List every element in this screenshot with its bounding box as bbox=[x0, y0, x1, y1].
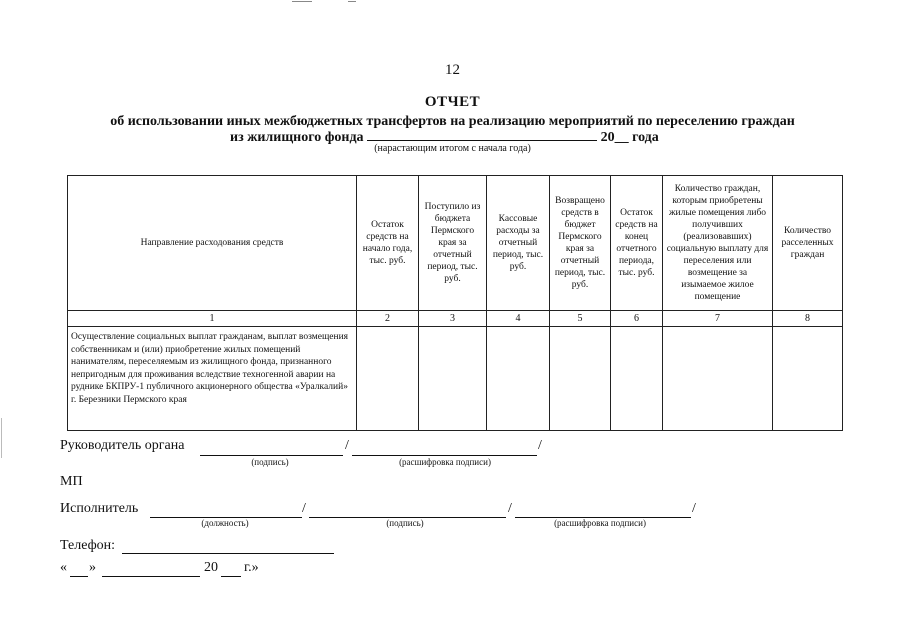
data-cell[interactable] bbox=[663, 327, 773, 431]
year-suffix: __ года bbox=[614, 130, 659, 145]
header-cell: Поступило из бюджета Пермского края за отчетный период, тыс. руб. bbox=[419, 176, 487, 311]
date-open-quote: « bbox=[60, 560, 67, 575]
separator-slash: / bbox=[692, 501, 696, 516]
stamp-label: МП bbox=[60, 474, 83, 489]
data-cell[interactable] bbox=[773, 327, 843, 431]
column-number: 2 bbox=[357, 311, 419, 327]
data-cell[interactable] bbox=[487, 327, 550, 431]
column-number: 8 bbox=[773, 311, 843, 327]
data-cell[interactable] bbox=[357, 327, 419, 431]
separator-slash: / bbox=[345, 438, 349, 453]
date-close-quote: » bbox=[89, 560, 96, 575]
header-cell: Количество расселенных граждан bbox=[773, 176, 843, 311]
data-cell[interactable] bbox=[419, 327, 487, 431]
signature-caption: (подпись) bbox=[251, 457, 289, 467]
table-row bbox=[68, 327, 843, 431]
data-cell[interactable] bbox=[550, 327, 611, 431]
column-number: 1 bbox=[68, 311, 357, 327]
subtitle-prefix: из жилищного фонда bbox=[230, 130, 364, 145]
position-caption: (должность) bbox=[201, 518, 249, 528]
page-number: 12 bbox=[445, 62, 460, 78]
header-cell: Остаток средств на конец отчетного периода, тыс. руб. bbox=[611, 176, 663, 311]
table-header-row bbox=[68, 176, 843, 311]
date-year-line[interactable] bbox=[221, 575, 241, 577]
date-day-line[interactable] bbox=[70, 575, 88, 577]
column-number: 5 bbox=[550, 311, 611, 327]
decode-caption: (расшифровка подписи) bbox=[554, 518, 646, 528]
top-edge-mark bbox=[292, 1, 312, 2]
column-number: 3 bbox=[419, 311, 487, 327]
left-edge-mark bbox=[1, 418, 2, 458]
data-cell[interactable] bbox=[611, 327, 663, 431]
header-cell: Остаток средств на начало года, тыс. руб. bbox=[357, 176, 419, 311]
fund-blank[interactable] bbox=[367, 128, 597, 141]
header-cell: Количество граждан, которым приобретены жилые помещения либо получивших (реализовавших) социальную выплату для переселения или возмещение за изымаемое жилое помещение bbox=[663, 176, 773, 311]
column-number: 4 bbox=[487, 311, 550, 327]
head-label: Руководитель органа bbox=[60, 438, 185, 453]
column-number-row bbox=[68, 311, 843, 327]
document-subtitle: об использовании иных межбюджетных трансфертов на реализацию мероприятий по переселению граждан bbox=[110, 114, 795, 129]
phone-line[interactable] bbox=[122, 552, 334, 554]
separator-slash: / bbox=[508, 501, 512, 516]
head-signature-line[interactable] bbox=[200, 454, 343, 456]
separator-slash: / bbox=[538, 438, 542, 453]
expense-direction-cell: Осуществление социальных выплат гражданам, выплат возмещения собственникам и (или) приобретение жилых помещений нанимателям, переселяемым из жилищного фонда, признанного непригодным для проживания вследствие техногенной аварии на руднике БКПРУ-1 публичного акционерного общества «Уралкалий» г. Березники Пермского края bbox=[68, 327, 357, 431]
date-year-suffix: г.» bbox=[244, 560, 259, 575]
report-table bbox=[67, 175, 843, 431]
period-note: (нарастающим итогом с начала года) bbox=[374, 143, 531, 154]
date-year-prefix: 20 bbox=[204, 560, 218, 575]
year-prefix: 20 bbox=[600, 130, 615, 145]
signature-caption: (подпись) bbox=[386, 518, 424, 528]
header-cell: Кассовые расходы за отчетный период, тыс. руб. bbox=[487, 176, 550, 311]
header-cell: Направление расходования средств bbox=[68, 176, 357, 311]
header-cell: Возвращено средств в бюджет Пермского края за отчетный период, тыс. руб. bbox=[550, 176, 611, 311]
phone-label: Телефон: bbox=[60, 538, 116, 553]
separator-slash: / bbox=[302, 501, 306, 516]
document-title: ОТЧЕТ bbox=[424, 94, 481, 110]
column-number: 7 bbox=[663, 311, 773, 327]
executor-label: Исполнитель bbox=[60, 501, 139, 516]
decode-caption: (расшифровка подписи) bbox=[399, 457, 491, 467]
head-decode-line[interactable] bbox=[352, 454, 537, 456]
date-month-line[interactable] bbox=[102, 575, 200, 577]
column-number: 6 bbox=[611, 311, 663, 327]
top-edge-mark bbox=[348, 1, 356, 2]
